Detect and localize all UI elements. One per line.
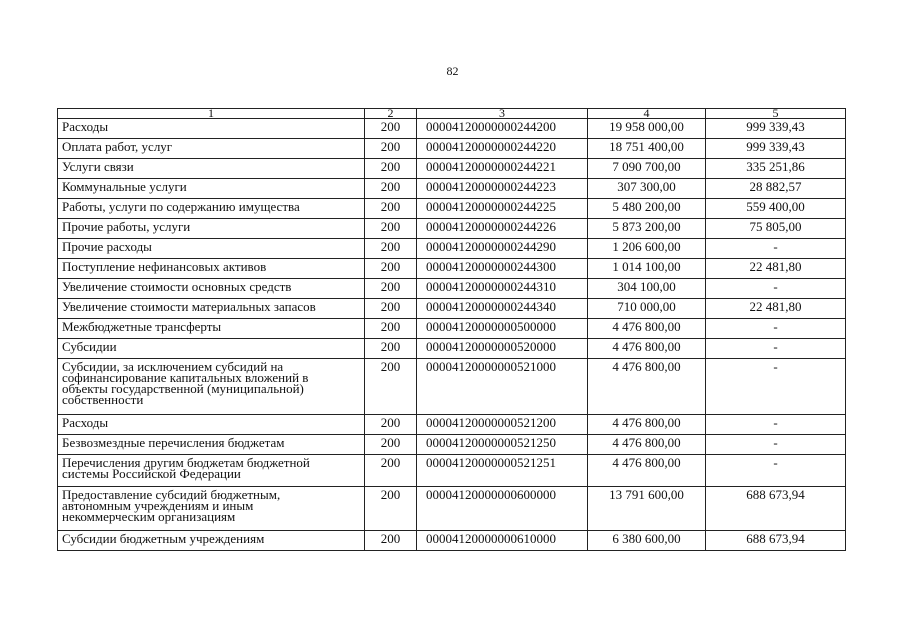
row-classification: 00004120000000521250 <box>417 435 588 455</box>
row-name: Предоставление субсидий бюджетным, автономным учреждениям и иным некоммерческим организациям <box>58 487 365 531</box>
row-name: Работы, услуги по содержанию имущества <box>58 199 365 219</box>
row-plan: 19 958 000,00 <box>588 119 706 139</box>
page-number: 82 <box>446 64 459 78</box>
row-classification: 00004120000000244200 <box>417 119 588 139</box>
row-fact: 559 400,00 <box>706 199 846 219</box>
row-plan: 4 476 800,00 <box>588 359 706 415</box>
row-code: 200 <box>365 119 417 139</box>
row-code: 200 <box>365 299 417 319</box>
row-classification: 00004120000000521000 <box>417 359 588 415</box>
table-row <box>58 435 846 455</box>
row-plan: 4 476 800,00 <box>588 319 706 339</box>
row-name: Безвозмездные перечисления бюджетам <box>58 435 365 455</box>
row-classification: 00004120000000500000 <box>417 319 588 339</box>
table-row <box>58 531 846 551</box>
row-plan: 13 791 600,00 <box>588 487 706 531</box>
table-row <box>58 159 846 179</box>
header-cell: 3 <box>417 109 588 119</box>
row-classification: 00004120000000521200 <box>417 415 588 435</box>
row-name: Прочие расходы <box>58 239 365 259</box>
row-plan: 18 751 400,00 <box>588 139 706 159</box>
table-row <box>58 339 846 359</box>
table-row <box>58 199 846 219</box>
row-fact: - <box>706 239 846 259</box>
row-code: 200 <box>365 531 417 551</box>
row-code: 200 <box>365 239 417 259</box>
row-plan: 7 090 700,00 <box>588 159 706 179</box>
header-cell: 4 <box>588 109 706 119</box>
row-classification: 00004120000000521251 <box>417 455 588 487</box>
row-fact: - <box>706 339 846 359</box>
row-name: Субсидии, за исключением субсидий на софинансирование капитальных вложений в объекты государственной (муниципальной) собственности <box>58 359 365 415</box>
row-classification: 00004120000000244225 <box>417 199 588 219</box>
header-cell: 1 <box>58 109 365 119</box>
row-code: 200 <box>365 279 417 299</box>
row-fact: - <box>706 319 846 339</box>
table-row <box>58 139 846 159</box>
row-code: 200 <box>365 415 417 435</box>
row-code: 200 <box>365 199 417 219</box>
table-row <box>58 219 846 239</box>
row-code: 200 <box>365 159 417 179</box>
table-row <box>58 259 846 279</box>
header-cell: 5 <box>706 109 846 119</box>
row-classification: 00004120000000244340 <box>417 299 588 319</box>
row-plan: 4 476 800,00 <box>588 435 706 455</box>
row-fact: - <box>706 455 846 487</box>
table-row <box>58 179 846 199</box>
row-plan: 5 480 200,00 <box>588 199 706 219</box>
row-name: Увеличение стоимости основных средств <box>58 279 365 299</box>
budget-table <box>57 108 846 551</box>
header-cell: 2 <box>365 109 417 119</box>
row-fact: 999 339,43 <box>706 119 846 139</box>
row-fact: - <box>706 435 846 455</box>
row-code: 200 <box>365 359 417 415</box>
row-name: Услуги связи <box>58 159 365 179</box>
row-fact: - <box>706 359 846 415</box>
row-classification: 00004120000000244226 <box>417 219 588 239</box>
row-plan: 304 100,00 <box>588 279 706 299</box>
row-classification: 00004120000000610000 <box>417 531 588 551</box>
row-fact: 28 882,57 <box>706 179 846 199</box>
row-plan: 4 476 800,00 <box>588 415 706 435</box>
table-row <box>58 455 846 487</box>
row-fact: - <box>706 279 846 299</box>
row-code: 200 <box>365 487 417 531</box>
row-fact: 335 251,86 <box>706 159 846 179</box>
row-name: Увеличение стоимости материальных запасов <box>58 299 365 319</box>
row-plan: 4 476 800,00 <box>588 339 706 359</box>
row-code: 200 <box>365 259 417 279</box>
row-name: Расходы <box>58 119 365 139</box>
row-classification: 00004120000000244290 <box>417 239 588 259</box>
row-code: 200 <box>365 435 417 455</box>
row-name: Оплата работ, услуг <box>58 139 365 159</box>
row-name: Прочие работы, услуги <box>58 219 365 239</box>
row-name: Расходы <box>58 415 365 435</box>
table-header-row <box>58 109 846 119</box>
row-fact: - <box>706 415 846 435</box>
row-fact: 688 673,94 <box>706 487 846 531</box>
row-fact: 75 805,00 <box>706 219 846 239</box>
table-row <box>58 299 846 319</box>
row-name: Субсидии <box>58 339 365 359</box>
table-row <box>58 279 846 299</box>
row-plan: 6 380 600,00 <box>588 531 706 551</box>
row-classification: 00004120000000244220 <box>417 139 588 159</box>
row-classification: 00004120000000244300 <box>417 259 588 279</box>
row-name: Субсидии бюджетным учреждениям <box>58 531 365 551</box>
table-row <box>58 415 846 435</box>
row-name: Межбюджетные трансферты <box>58 319 365 339</box>
row-code: 200 <box>365 339 417 359</box>
row-plan: 4 476 800,00 <box>588 455 706 487</box>
table-row <box>58 487 846 531</box>
row-name: Коммунальные услуги <box>58 179 365 199</box>
row-code: 200 <box>365 319 417 339</box>
row-fact: 22 481,80 <box>706 299 846 319</box>
table-row <box>58 239 846 259</box>
row-classification: 00004120000000244223 <box>417 179 588 199</box>
row-plan: 1 014 100,00 <box>588 259 706 279</box>
row-plan: 710 000,00 <box>588 299 706 319</box>
row-name: Поступление нефинансовых активов <box>58 259 365 279</box>
row-code: 200 <box>365 219 417 239</box>
row-code: 200 <box>365 455 417 487</box>
row-classification: 00004120000000244221 <box>417 159 588 179</box>
table-row <box>58 119 846 139</box>
row-classification: 00004120000000244310 <box>417 279 588 299</box>
row-classification: 00004120000000600000 <box>417 487 588 531</box>
row-fact: 999 339,43 <box>706 139 846 159</box>
row-name: Перечисления другим бюджетам бюджетной системы Российской Федерации <box>58 455 365 487</box>
row-fact: 688 673,94 <box>706 531 846 551</box>
row-plan: 307 300,00 <box>588 179 706 199</box>
row-code: 200 <box>365 139 417 159</box>
table-row <box>58 359 846 415</box>
table-row <box>58 319 846 339</box>
row-classification: 00004120000000520000 <box>417 339 588 359</box>
row-plan: 1 206 600,00 <box>588 239 706 259</box>
row-fact: 22 481,80 <box>706 259 846 279</box>
row-code: 200 <box>365 179 417 199</box>
row-plan: 5 873 200,00 <box>588 219 706 239</box>
